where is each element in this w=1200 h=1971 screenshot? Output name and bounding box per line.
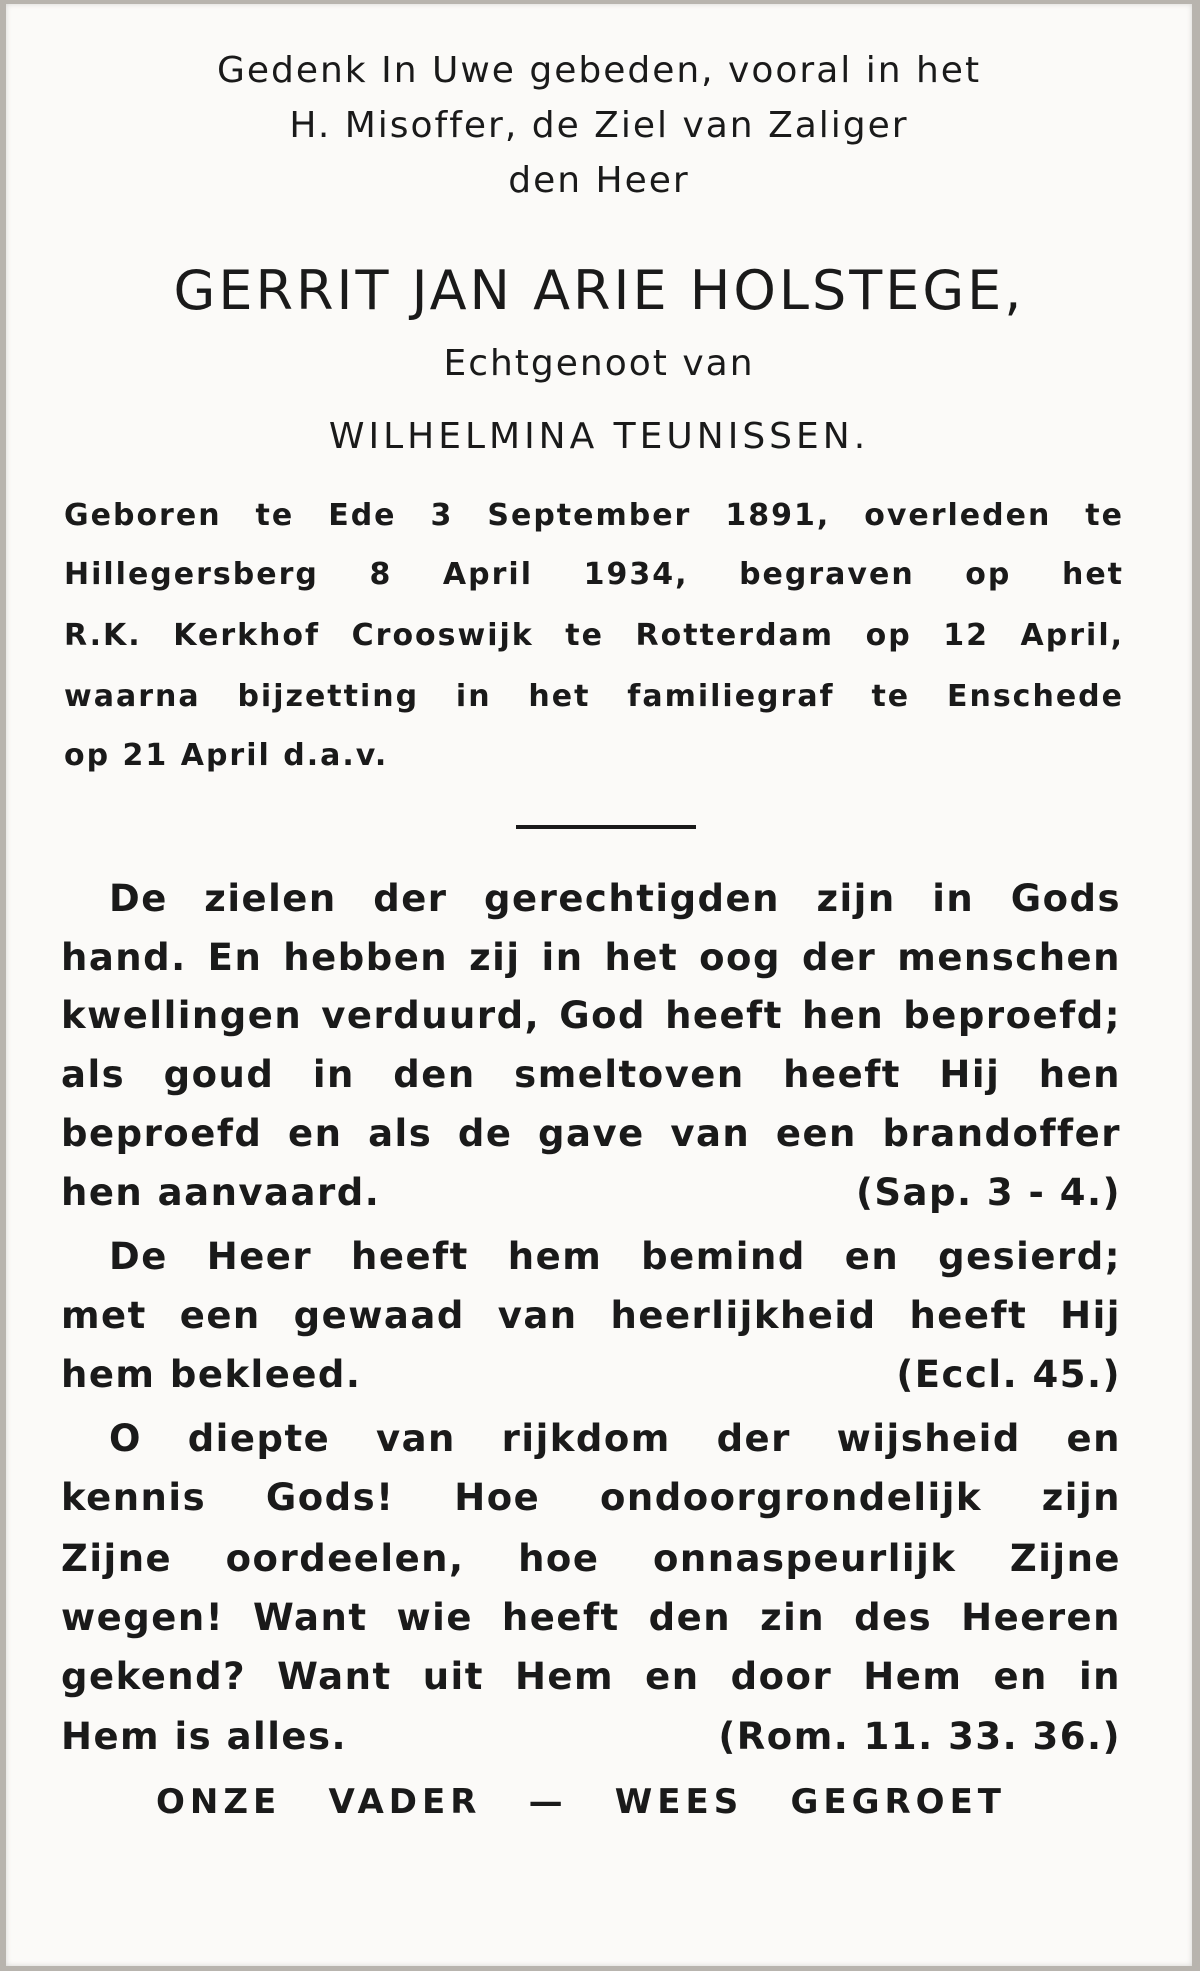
scripture-1-last-line: hen aanvaard. bbox=[61, 1171, 381, 1214]
biography-line-5: op 21 April d.a.v. bbox=[64, 738, 389, 773]
scripture-1-line-2: hand. En hebben zij in het oog der menschen bbox=[61, 936, 1121, 979]
scripture-2-line-1: De Heer heeft hem bemind en gesierd; bbox=[109, 1235, 1121, 1278]
closing-prayers: ONZE VADER — WEES GEGROET bbox=[156, 1782, 1006, 1822]
scripture-2-line-2: met een gewaad van heerlijkheid heeft Hij bbox=[61, 1294, 1121, 1337]
section-divider bbox=[516, 825, 696, 829]
biography-line-1: Geboren te Ede 3 September 1891, overleden te bbox=[64, 498, 1124, 533]
scripture-3-line-3: Zijne oordeelen, hoe onnaspeurlijk Zijne bbox=[61, 1537, 1121, 1580]
relation-label: Echtgenoot van bbox=[443, 343, 755, 384]
scripture-1-reference: (Sap. 3 - 4.) bbox=[855, 1171, 1121, 1214]
scripture-2-final-line bbox=[61, 1353, 1121, 1396]
scripture-3-final-line bbox=[61, 1715, 1121, 1758]
deceased-name: GERRIT JAN ARIE HOLSTEGE, bbox=[173, 259, 1025, 322]
scripture-1-line-5: beproefd en als de gave van een brandoffer bbox=[61, 1112, 1121, 1155]
biography-line-4: waarna bijzetting in het familiegraf te Enschede bbox=[64, 679, 1124, 714]
scripture-3-reference: (Rom. 11. 33. 36.) bbox=[718, 1715, 1121, 1758]
scripture-2-last-line: hem bekleed. bbox=[61, 1353, 362, 1396]
scripture-2-reference: (Eccl. 45.) bbox=[896, 1353, 1121, 1396]
scripture-3-last-line: Hem is alles. bbox=[61, 1715, 348, 1758]
scripture-3-line-4: wegen! Want wie heeft den zin des Heeren bbox=[61, 1596, 1121, 1639]
biography-line-2: Hillegersberg 8 April 1934, begraven op het bbox=[64, 557, 1124, 592]
scripture-3-line-2: kennis Gods! Hoe ondoorgrondelijk zijn bbox=[61, 1476, 1121, 1519]
intro-line-2: H. Misoffer, de Ziel van Zaliger bbox=[289, 105, 909, 146]
intro-line-1: Gedenk In Uwe gebeden, vooral in het bbox=[216, 50, 982, 91]
memorial-card bbox=[6, 4, 1192, 1966]
spouse-name: WILHELMINA TEUNISSEN. bbox=[328, 416, 870, 457]
biography-line-3: R.K. Kerkhof Crooswijk te Rotterdam op 12 April, bbox=[64, 618, 1124, 653]
scripture-3-line-5: gekend? Want uit Hem en door Hem en in bbox=[61, 1655, 1121, 1698]
scripture-3-line-1: O diepte van rijkdom der wijsheid en bbox=[109, 1417, 1121, 1460]
scripture-1-final-line bbox=[61, 1171, 1121, 1214]
intro-line-3: den Heer bbox=[508, 160, 690, 201]
scripture-1-line-1: De zielen der gerechtigden zijn in Gods bbox=[109, 877, 1121, 920]
scripture-1-line-4: als goud in den smeltoven heeft Hij hen bbox=[61, 1053, 1121, 1096]
scripture-1-line-3: kwellingen verduurd, God heeft hen beproefd; bbox=[61, 994, 1121, 1037]
